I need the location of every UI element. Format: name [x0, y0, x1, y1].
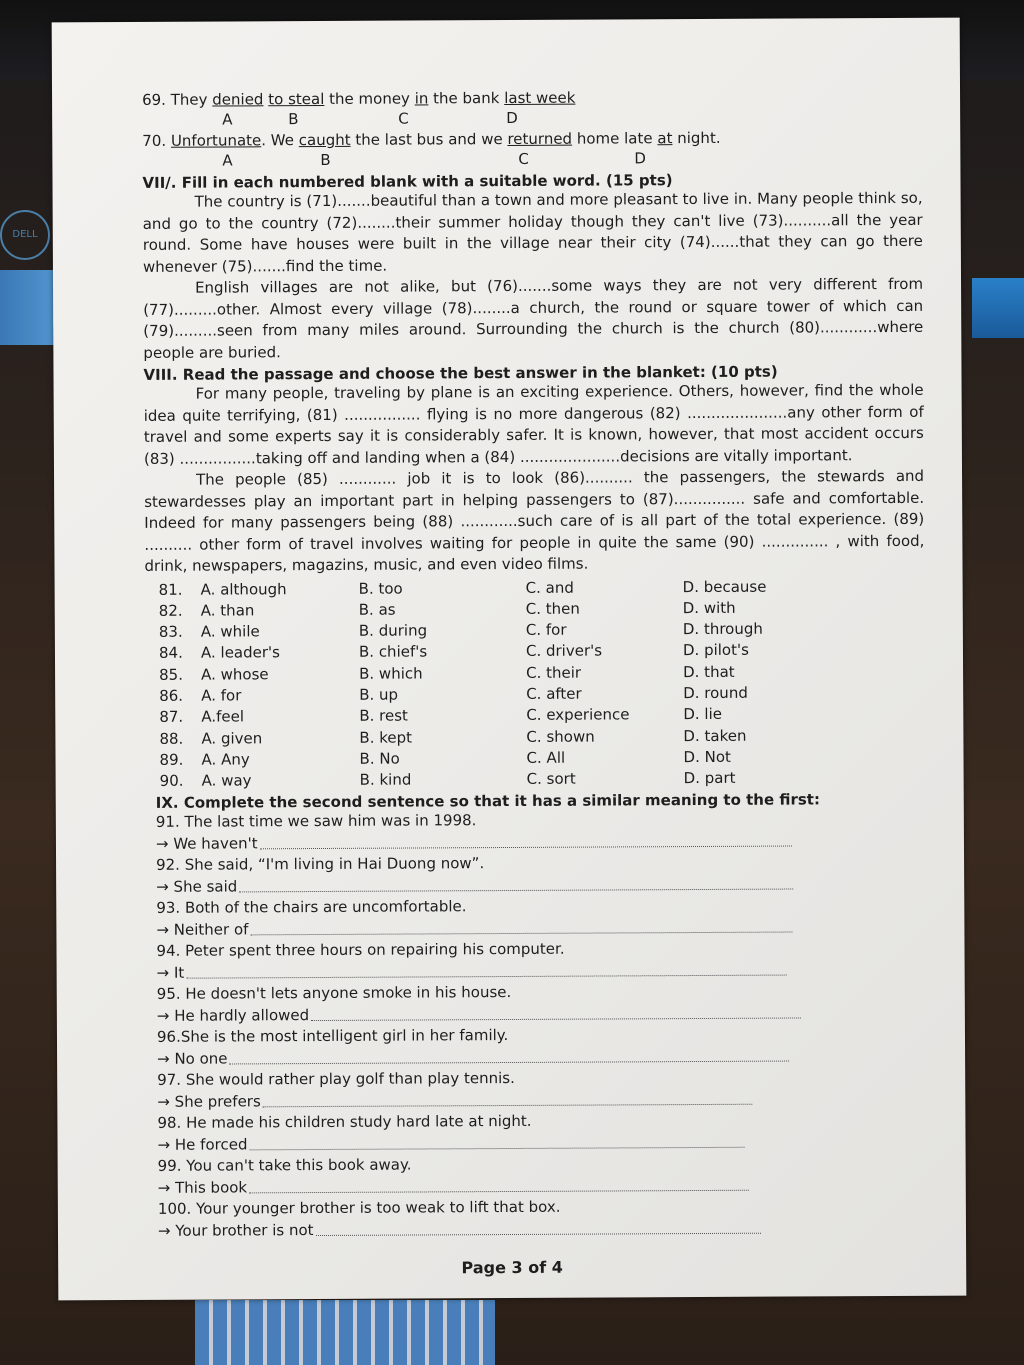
section-8-title: VIII. Read the passage and choose the best answer in the blanket: (10 pts) [143, 362, 778, 384]
option-d: D. that [683, 662, 735, 681]
letter-d: D [634, 149, 646, 168]
option-number: 89. [159, 750, 184, 769]
option-number: 90. [159, 771, 184, 791]
answer-prompt: → It [156, 963, 185, 982]
option-a-underlined: Unfortunate [170, 131, 262, 150]
intel-sticker [972, 278, 1024, 338]
answer-prompt: → She said [156, 877, 238, 896]
answer-blank[interactable] [249, 1132, 744, 1151]
option-number: 86. [159, 686, 184, 705]
answer-prompt: → He hardly allowed [156, 1006, 310, 1025]
rewrite-answer-line [148, 1217, 928, 1243]
option-row [146, 767, 926, 792]
option-d-underlined: last week [504, 88, 576, 108]
option-d: D. Not [683, 747, 731, 766]
option-c: C. and [525, 578, 574, 597]
question-number: 69. [142, 90, 166, 109]
letter-a: A [222, 110, 233, 129]
text: the money [324, 89, 415, 108]
option-number: 87. [159, 707, 184, 727]
letter-a: A [222, 151, 233, 170]
option-a: A. whose [201, 664, 269, 684]
rewrite-question: 96.She is the most intelligent girl in her family. [156, 1026, 509, 1047]
text: home late [572, 129, 658, 148]
option-b: B. kept [359, 728, 413, 747]
letter-b: B [320, 150, 331, 169]
option-b: B. as [358, 600, 396, 619]
section-8-paragraph-2: The people (85) ............ job it is to look (86).......... the passengers, the stewards and stewardesses play an important part in helping passengers to (87)............... safe and comfortable. Indeed for many passengers being (88) ............such care of is all part of the total experience. (89) .......... other form of travel involves waiting for people in quite the same (90) .............. , with food, drink, newspapers, magazins, music, and even video films. [144, 466, 925, 575]
option-a: A.feel [201, 707, 245, 726]
option-a: A. leader's [200, 643, 280, 663]
option-b: B. rest [359, 706, 408, 726]
exam-content [142, 86, 928, 1243]
page-number: Page 3 of 4 [461, 1257, 563, 1278]
option-c: C. All [526, 748, 566, 767]
section-7-title: VII/. Fill in each numbered blank with a suitable word. (15 pts) [142, 171, 673, 192]
rewrite-question: 93. Both of the chairs are uncomfortable. [156, 897, 467, 918]
letter-d: D [506, 108, 518, 128]
option-c: C. their [526, 663, 582, 682]
answer-blank[interactable] [315, 1218, 760, 1236]
option-d: D. lie [683, 705, 722, 724]
option-number: 84. [158, 644, 183, 663]
option-number: 82. [158, 601, 183, 620]
option-number: 81. [158, 580, 183, 599]
option-a: A. while [200, 622, 260, 641]
option-a: A. way [201, 771, 252, 790]
option-b: B. during [358, 621, 428, 640]
answer-prompt: → Your brother is not [157, 1221, 314, 1240]
answer-blank[interactable] [229, 1046, 789, 1065]
option-d: D. because [682, 577, 767, 596]
option-number: 83. [158, 622, 183, 641]
section-9-title: IX. Complete the second sentence so that it has a similar meaning to the first: [155, 790, 821, 813]
section-7-paragraph-2: English villages are not alike, but (76).......some ways they are not very different from (77).........other. Almost every village (78)........a church, the round or square tower of which can (79).........seen from many miles around. Surrounding the church is the church (80)............where people are buried. [143, 274, 924, 362]
option-c-underlined: in [414, 89, 429, 108]
section-7-paragraph-1: The country is (71).......beautiful than a town and more pleasant to live in. Many people think so, and go to the country (72)........their summer holiday though they can't live (73)..........all the year round. Some have houses were built in the village near their city (74)......that they can go there whenever (75).......find the time. [142, 188, 923, 276]
rewrite-question: 95. He doesn't lets anyone smoke in his house. [156, 983, 512, 1004]
question-number: 70. [142, 131, 167, 150]
option-b-underlined: caught [298, 130, 351, 150]
option-c: C. then [525, 599, 580, 618]
option-c: C. for [525, 620, 567, 640]
rewrite-question: 98. He made his children study hard late at night. [157, 1112, 532, 1133]
answer-blank[interactable] [239, 873, 793, 892]
option-c: C. experience [526, 705, 630, 725]
option-a: A. than [200, 601, 255, 620]
answer-blank[interactable] [263, 1089, 753, 1108]
option-a: A. for [201, 686, 242, 705]
rewrite-question: 100. Your younger brother is too weak to lift that box. [157, 1198, 561, 1219]
option-c: C. after [526, 684, 582, 703]
option-d-underlined: at [657, 129, 673, 148]
option-a: A. given [201, 728, 263, 748]
section-8-paragraph-1: For many people, traveling by plane is an exciting experience. Others, however, find the whole idea quite terrifying, (81) ................ flying is no more dangerous (82) .....................any other form of travel and some experts say it is considerably safer. It is known, however, that most accident occurs (83) ................taking off and landing when a (84) .....................decisions are vitally important. [143, 380, 924, 468]
options-table [145, 575, 926, 792]
option-c-underlined: returned [507, 129, 573, 149]
option-number: 85. [159, 665, 183, 684]
answer-blank[interactable] [186, 960, 786, 979]
answer-prompt: → We haven't [155, 834, 258, 853]
answer-letters-70 [142, 148, 922, 172]
blue-tablecloth [195, 1300, 495, 1365]
answer-prompt: → He forced [157, 1135, 248, 1154]
option-c: C. driver's [525, 641, 603, 661]
answer-blank[interactable] [249, 1175, 749, 1194]
rewrite-question: 91. The last time we saw him was in 1998. [155, 811, 477, 832]
rewrite-question: 97. She would rather play golf than play tennis. [157, 1069, 515, 1090]
option-a: A. although [200, 579, 287, 599]
option-d: D. round [683, 683, 748, 703]
answer-prompt: → This book [157, 1178, 248, 1197]
letter-c: C [518, 149, 529, 168]
option-a-underlined: denied [212, 90, 264, 109]
option-d: D. with [682, 598, 736, 617]
option-b: B. kind [359, 770, 412, 789]
letter-b: B [288, 110, 299, 129]
text: night. [672, 128, 721, 148]
option-number: 88. [159, 729, 184, 748]
answer-prompt: → She prefers [157, 1092, 261, 1111]
option-c: C. sort [526, 769, 576, 789]
option-b: B. up [359, 685, 399, 704]
text: the bank [428, 89, 505, 108]
letter-c: C [398, 109, 409, 128]
answer-blank[interactable] [250, 916, 792, 935]
answer-blank[interactable] [311, 1002, 801, 1021]
answer-prompt: → No one [157, 1049, 228, 1068]
rewrite-question: 99. You can't take this book away. [157, 1155, 412, 1176]
option-b: B. chief's [358, 642, 428, 662]
option-d: D. taken [683, 726, 747, 745]
answer-prompt: → Neither of [156, 920, 249, 939]
option-c: C. shown [526, 727, 595, 746]
dell-logo-icon: DELL [0, 210, 50, 260]
option-a: A. Any [201, 750, 250, 769]
rewrite-question: 94. Peter spent three hours on repairing his computer. [156, 940, 565, 961]
exam-page [52, 18, 967, 1301]
option-b: B. No [359, 749, 400, 768]
option-b: B. which [359, 664, 423, 683]
text: . We [261, 131, 299, 150]
option-d: D. pilot's [682, 641, 749, 660]
text: They [170, 90, 213, 109]
text: the last bus and we [350, 130, 508, 149]
option-b: B. too [358, 579, 403, 598]
option-b-underlined: to steal [268, 89, 325, 109]
option-d: D. part [683, 768, 736, 788]
rewrite-question: 92. She said, “I'm living in Hai Duong now”. [156, 854, 485, 875]
option-d: D. through [682, 619, 763, 639]
answer-blank[interactable] [260, 830, 792, 849]
